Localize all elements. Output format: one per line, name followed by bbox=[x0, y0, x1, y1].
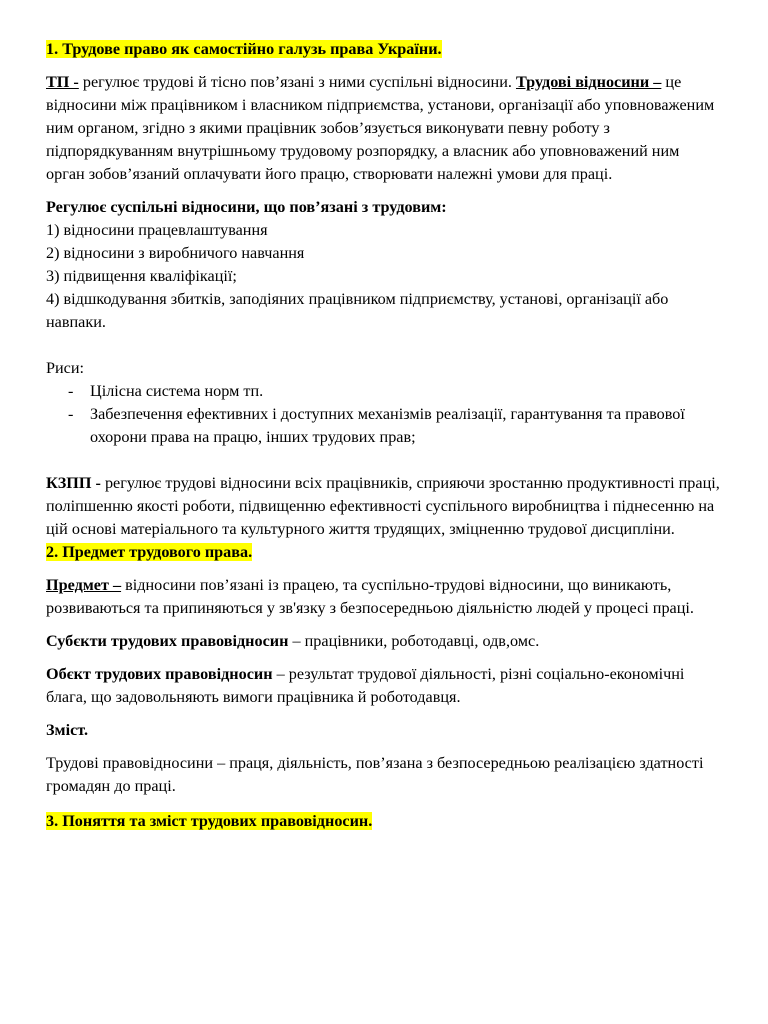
subject-term: Предмет – bbox=[46, 576, 122, 594]
actors-text: – працівники, роботодавці, одв,омс. bbox=[288, 632, 540, 650]
features-heading: Риси: bbox=[46, 359, 85, 377]
subject-paragraph bbox=[46, 574, 722, 620]
actors-paragraph bbox=[46, 630, 722, 653]
features-item-1: - Цілісна система норм тп. bbox=[68, 380, 722, 403]
section-2-heading: 2. Предмет трудового права. bbox=[46, 543, 253, 561]
section-1-heading: 1. Трудове право як самостійно галузь права України. bbox=[46, 40, 442, 58]
section-3-heading: 3. Поняття та зміст трудових правовідносин. bbox=[46, 812, 373, 830]
tp-definition-paragraph bbox=[46, 71, 722, 186]
regulates-item-4: 4) відшкодування збитків, заподіяних працівником підприємству, установі, організації або навпаки. bbox=[46, 290, 669, 331]
kzpp-paragraph bbox=[46, 472, 722, 541]
regulates-item-1: 1) відносини працевлаштування bbox=[46, 221, 268, 239]
object-paragraph bbox=[46, 663, 722, 709]
content-heading: Зміст. bbox=[46, 721, 89, 739]
subject-text: відносини пов’язані із працею, та суспільно-трудові відносини, що виникають, розвиваються та припиняються у зв'язку з безпосередньою діяльністю людей у процесі праці. bbox=[46, 576, 694, 617]
regulates-item-3: 3) підвищення кваліфікації; bbox=[46, 267, 237, 285]
kzpp-term: КЗПП - bbox=[46, 474, 101, 492]
features-item-2: - Забезпечення ефективних і доступних механізмів реалізації, гарантування та правової охорони права на працю, інших трудових прав; bbox=[68, 403, 722, 449]
object-text: – результат трудової діяльності, різні соціально-економічні блага, що задовольняють вимоги працівника й роботодавця. bbox=[46, 665, 685, 706]
object-term: Обєкт трудових правовідносин bbox=[46, 665, 273, 683]
labor-relations-term: Трудові відносини – bbox=[515, 73, 662, 91]
regulates-item-2: 2) відносини з виробничого навчання bbox=[46, 244, 305, 262]
actors-term: Субєкти трудових правовідносин bbox=[46, 632, 289, 650]
tp-text: регулює трудові й тісно пов’язані з ними суспільні відносини. bbox=[78, 73, 516, 91]
regulates-heading: Регулює суспільні відносини, що пов’язані з трудовим: bbox=[46, 198, 447, 216]
content-paragraph: Трудові правовідносини – праця, діяльність, пов’язана з безпосередньою реалізацією здатності громадян до праці. bbox=[46, 754, 704, 795]
tp-term: ТП - bbox=[46, 73, 79, 91]
labor-relations-text: це відносини між працівником і власником підприємства, установи, організації або уповноваженим ним органом, згідно з якими працівник зобов’язується виконувати певну роботу з підпорядкуванням внутрішньому трудовому розпорядку, а власник або уповноважений ним орган зобов’язаний оплачувати його працю, створювати належні умови для праці. bbox=[46, 73, 715, 183]
kzpp-text: регулює трудові відносини всіх працівників, сприяючи зростанню продуктивності праці, поліпшенню якості роботи, підвищенню ефективності суспільного виробництва і піднесенню на цій основі матеріального та культурного життя трудящих, зміцненню трудової дисципліни. bbox=[46, 474, 720, 538]
features-list bbox=[46, 380, 722, 449]
